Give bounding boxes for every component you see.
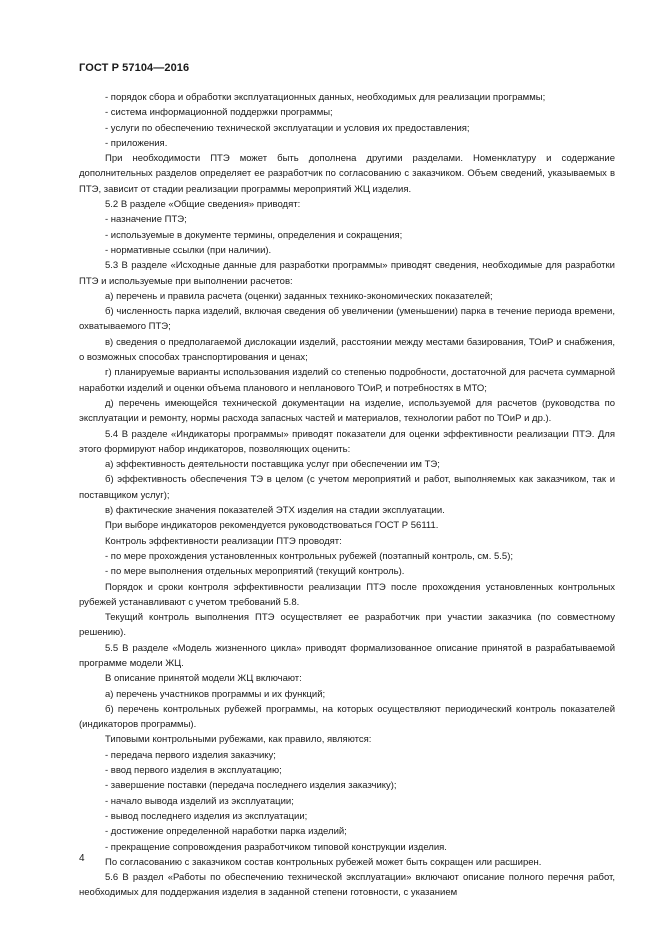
document-body — [79, 90, 615, 901]
paragraph: Контроль эффективности реализации ПТЭ проводят: — [105, 535, 342, 547]
paragraph: - услуги по обеспечению технической эксплуатации и условия их предоставления; — [105, 122, 470, 134]
paragraph: г) планируемые варианты использования изделий со степенью подробности, достаточной для расчета суммарной наработки изделий и оценки объема планового и непланового ТОиР, и потребностях в МТО; — [79, 367, 615, 394]
paragraph: В описание принятой модели ЖЦ включают: — [105, 673, 302, 685]
paragraph: б) перечень контрольных рубежей программы, на которых осуществляют периодический контроль показателей (индикаторов программы). — [79, 703, 615, 731]
paragraph: - по мере прохождения установленных контрольных рубежей (поэтапный контроль, см. 5.5); — [105, 550, 514, 562]
paragraph: - передача первого изделия заказчику; — [105, 749, 276, 761]
paragraph: в) фактические значения показателей ЭТХ изделия на стадии эксплуатации. — [105, 505, 445, 517]
paragraph: - ввод первого изделия в эксплуатацию; — [105, 765, 282, 777]
paragraph: - начало вывода изделий из эксплуатации; — [105, 795, 294, 807]
paragraph: 5.4 В разделе «Индикаторы программы» приводят показатели для оценки эффективности реализации ПТЭ. Для этого формируют набор индикаторов, позволяющих оценить: — [79, 428, 615, 455]
paragraph: б) эффективность обеспечения ТЭ в целом (с учетом мероприятий и работ, выполняемых как заказчиком, так и поставщиком услуг); — [79, 474, 615, 501]
paragraph: Текущий контроль выполнения ПТЭ осуществляет ее разработчик при участии заказчика (по совместному решению). — [79, 612, 615, 639]
paragraph: 5.5 В разделе «Модель жизненного цикла» приводят формализованное описание принятой в разрабатываемой программе модели ЖЦ. — [79, 642, 615, 669]
paragraph: 5.3 В разделе «Исходные данные для разработки программы» приводят сведения, необходимые для разработки ПТЭ и используемые при выполнении расчетов: — [79, 260, 615, 287]
paragraph: а) перечень участников программы и их функций; — [105, 688, 326, 700]
paragraph: в) сведения о предполагаемой дислокации изделий, расстоянии между местами базирования, ТОиР и снабжения, о возможных способах транспортирования и ценах; — [79, 336, 615, 364]
paragraph: д) перечень имеющейся технической документации на изделие, используемой для расчетов (руководства по эксплуатации и ремонту, нормы расхода запасных частей и материалов, технологии работ по ТОиР и др.). — [79, 397, 615, 425]
paragraph: б) численность парка изделий, включая сведения об увеличении (уменьшении) парка в течение периода времени, охватываемого ПТЭ; — [79, 306, 615, 333]
paragraph: При выборе индикаторов рекомендуется руководствоваться ГОСТ Р 56111. — [105, 520, 439, 532]
paragraph: - система информационной поддержки программы; — [105, 107, 333, 119]
paragraph: По согласованию с заказчиком состав контрольных рубежей может быть сокращен или расширен. — [105, 856, 542, 868]
paragraph: - вывод последнего изделия из эксплуатации; — [105, 810, 308, 822]
paragraph: - нормативные ссылки (при наличии). — [105, 244, 272, 256]
paragraph: - завершение поставки (передача последнего изделия заказчику); — [105, 780, 397, 792]
paragraph: - приложения. — [105, 137, 168, 149]
paragraph: - достижение определенной наработки парка изделий; — [105, 826, 347, 838]
paragraph: При необходимости ПТЭ может быть дополнена другими разделами. Номенклатуру и содержание дополнительных разделов определяет ее разработчик по согласованию с заказчиком. Объем сведений, указываемых в ПТЭ, зависит от стадии реализации программы мероприятий ЖЦ изделия. — [79, 153, 615, 195]
page-number: 4 — [79, 853, 85, 864]
paragraph: - порядок сбора и обработки эксплуатационных данных, необходимых для реализации программы; — [105, 92, 546, 103]
paragraph: - прекращение сопровождения разработчиком типовой конструкции изделия. — [105, 841, 447, 853]
paragraph: 5.6 В раздел «Работы по обеспечению технической эксплуатации» включают описание полного перечня работ, необходимых для поддержания изделия в заданной степени готовности, с указанием — [79, 872, 615, 899]
paragraph: Типовыми контрольными рубежами, как правило, являются: — [105, 734, 372, 746]
paragraph: - используемые в документе термины, определения и сокращения; — [105, 229, 403, 241]
paragraph: а) перечень и правила расчета (оценки) заданных технико-экономических показателей; — [105, 290, 493, 302]
paragraph: - по мере выполнения отдельных мероприятий (текущий контроль). — [105, 566, 405, 578]
paragraph: а) эффективность деятельности поставщика услуг при обеспечении им ТЭ; — [105, 459, 440, 471]
paragraph: 5.2 В разделе «Общие сведения» приводят: — [105, 199, 301, 211]
document-code-header: ГОСТ Р 57104—2016 — [79, 62, 190, 74]
paragraph: Порядок и сроки контроля эффективности реализации ПТЭ после прохождения установленных контрольных рубежей устанавливают с учетом требований 5.8. — [79, 581, 615, 608]
paragraph: - назначение ПТЭ; — [105, 214, 187, 226]
